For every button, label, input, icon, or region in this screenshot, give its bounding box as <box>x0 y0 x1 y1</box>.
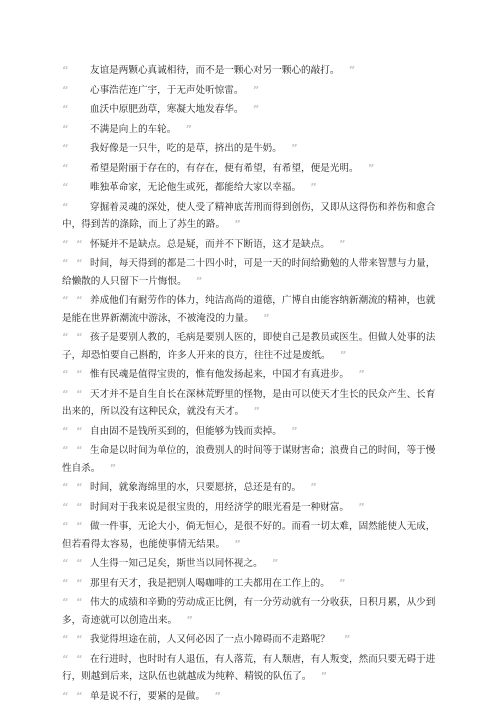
open-quote-mark: “ <box>76 258 82 269</box>
quote-text: 孩子是要别人教的，毛病是要别人医的，即使自己是教员或医生。但做人处事的法子，却恐怕要自己斟酌，许多人开来的良方，往往不过是废纸。 <box>62 332 436 361</box>
quote-text: 人生得一知己足矣，斯世当以同怀视之。 <box>90 558 258 569</box>
close-quote-mark: ” <box>358 369 364 380</box>
close-quote-mark: ” <box>367 162 374 174</box>
quote-text: 时间，就象海绵里的水，只要愿挤，总还是有的。 <box>90 482 297 493</box>
open-quote-mark: “ <box>62 162 68 174</box>
quote-text: 穿掘着灵魂的深处，使人受了精神底苦刑而得到创伤，又即从这得伤和养伤和愈合中，得到苦的涤除，而上了苏生的路。 <box>62 201 436 230</box>
quote-text: 我觉得坦途在前，人又何必因了一点小障碍而不走路呢？ <box>90 634 330 645</box>
quote-text: 单是说不行，要紧的是做。 <box>90 690 201 702</box>
close-quote-mark: ” <box>310 182 316 193</box>
quote-text: 伟大的成绩和辛勤的劳动成正比例，有一分劳动就有一分收获，日积月累，从少到多，奇迹就可以创造出来。 <box>62 597 436 626</box>
quote-text: 时间对于我来说是很宝贵的，用经济学的眼光看是一种财富。 <box>90 501 345 513</box>
open-quote-mark: “ <box>62 258 68 269</box>
open-quote-mark: “ <box>62 65 68 76</box>
open-quote-mark: “ <box>76 558 82 569</box>
quote-item <box>62 555 440 573</box>
quote-item <box>62 366 440 384</box>
close-quote-mark: ” <box>339 238 345 250</box>
quote-item <box>62 442 440 477</box>
open-quote-mark: “ <box>62 445 68 456</box>
quote-item <box>62 423 440 441</box>
quote-text: 时间，每天得到的都是二十四小时，可是一天的时间给勤勉的人带来智慧与力量，给懒散的人只留下一片悔恨。 <box>62 258 436 287</box>
open-quote-mark: “ <box>62 104 68 115</box>
quote-item <box>62 292 440 327</box>
quote-item <box>62 386 440 421</box>
open-quote-mark: “ <box>76 577 82 589</box>
quote-text: 友谊是两颗心真诚相待，而不是一颗心对另一颗心的敲打。 <box>90 65 335 76</box>
close-quote-mark: ” <box>291 143 297 154</box>
close-quote-mark: ” <box>339 349 346 361</box>
open-quote-mark: “ <box>62 84 68 96</box>
quote-text: 希望是附丽于存在的，有存在，便有希望，有希望，便是光明。 <box>90 162 354 174</box>
close-quote-mark: ” <box>234 219 240 230</box>
quote-item <box>62 121 440 139</box>
open-quote-mark: “ <box>62 577 68 589</box>
open-quote-mark: “ <box>62 425 68 437</box>
quote-text: 自由固不是钱所买到的，但能够为钱而卖掉。 <box>90 425 278 437</box>
close-quote-mark: ” <box>186 614 192 626</box>
open-quote-mark: “ <box>76 653 82 665</box>
quote-item <box>62 160 440 178</box>
open-quote-mark: “ <box>76 521 82 532</box>
open-quote-mark: “ <box>62 501 68 513</box>
quote-item <box>62 575 440 593</box>
open-quote-mark: “ <box>76 690 82 702</box>
close-quote-mark: ” <box>358 501 364 513</box>
quote-text: 天才并不是自生自长在深林荒野里的怪物，是由可以使天才生长的民众产生、长育出来的，所以没有这种民众，就没有天才。 <box>62 388 436 417</box>
open-quote-mark: “ <box>62 558 68 569</box>
quote-item <box>62 631 440 649</box>
quote-text: 心事浩茫连广宇，于无声处听惊雷。 <box>90 84 239 96</box>
open-quote-mark: “ <box>62 653 68 665</box>
close-quote-mark: ” <box>339 577 345 589</box>
close-quote-mark: ” <box>234 538 240 550</box>
open-quote-mark: “ <box>76 501 82 513</box>
close-quote-mark: ” <box>185 123 192 135</box>
quote-item <box>62 518 440 553</box>
quote-item <box>62 594 440 629</box>
open-quote-mark: “ <box>62 388 68 400</box>
quote-text: 我好像是一只牛，吃的是草，挤出的是牛奶。 <box>90 143 278 154</box>
close-quote-mark: ” <box>271 558 278 569</box>
close-quote-mark: ” <box>263 312 269 324</box>
open-quote-mark: “ <box>76 597 82 608</box>
close-quote-mark: ” <box>320 671 327 682</box>
open-quote-mark: “ <box>62 123 68 135</box>
quote-text: 唯独革命家，无论他生或死，都能给大家以幸福。 <box>90 182 297 193</box>
quote-item <box>62 199 440 234</box>
open-quote-mark: “ <box>76 332 82 343</box>
quote-item <box>62 82 440 100</box>
close-quote-mark: ” <box>109 462 116 474</box>
close-quote-mark: ” <box>252 84 259 96</box>
open-quote-mark: “ <box>62 597 68 608</box>
open-quote-mark: “ <box>62 634 68 645</box>
open-quote-mark: “ <box>62 295 68 306</box>
quote-text: 不满是向上的车轮。 <box>90 123 172 135</box>
quote-text: 做一件事，无论大小，倘无恒心，是很不好的。而看一切太难，固然能使人无成，但若看得太容易，也能使事情无结果。 <box>62 521 436 550</box>
open-quote-mark: “ <box>76 388 82 400</box>
close-quote-mark: ” <box>195 275 202 287</box>
quote-text: 在行进时，也时时有人退伍，有人落荒，有人颓唐，有人叛变，然而只要无碍于进行，则越到后来，这队伍也就越成为纯粹、精锐的队伍了。 <box>62 653 436 682</box>
quote-list <box>62 62 440 707</box>
open-quote-mark: “ <box>62 521 68 532</box>
open-quote-mark: “ <box>62 143 68 154</box>
open-quote-mark: “ <box>62 238 68 250</box>
quote-text: 养成他们有耐劳作的体力，纯洁高尚的道德，广博自由能容纳新潮流的精神，也就是能在世界新潮流中游泳，不被淹没的力量。 <box>62 295 436 324</box>
close-quote-mark: ” <box>252 104 259 115</box>
quote-item <box>62 140 440 158</box>
quote-item <box>62 179 440 197</box>
open-quote-mark: “ <box>62 690 68 702</box>
close-quote-mark: ” <box>310 482 316 493</box>
open-quote-mark: “ <box>76 425 82 437</box>
quote-item <box>62 329 440 364</box>
close-quote-mark: ” <box>253 406 260 417</box>
open-quote-mark: “ <box>76 369 82 380</box>
open-quote-mark: “ <box>76 295 82 306</box>
quote-item <box>62 255 440 290</box>
open-quote-mark: “ <box>76 482 82 493</box>
quote-text: 血沃中原肥劲草，寒凝大地发春华。 <box>90 104 239 115</box>
open-quote-mark: “ <box>62 369 68 380</box>
close-quote-mark: ” <box>214 690 220 702</box>
open-quote-mark: “ <box>76 238 82 250</box>
open-quote-mark: “ <box>76 445 82 456</box>
close-quote-mark: ” <box>343 634 350 645</box>
open-quote-mark: “ <box>76 634 82 645</box>
quote-item <box>62 236 440 254</box>
open-quote-mark: “ <box>62 332 68 343</box>
quote-item <box>62 499 440 517</box>
quote-item <box>62 688 440 706</box>
open-quote-mark: “ <box>62 201 68 213</box>
close-quote-mark: ” <box>348 65 355 76</box>
open-quote-mark: “ <box>62 182 68 193</box>
quote-item <box>62 62 440 80</box>
quote-item <box>62 651 440 686</box>
quote-text: 惟有民魂是值得宝贵的，惟有他发扬起来，中国才有真进步。 <box>90 369 345 380</box>
close-quote-mark: ” <box>291 425 297 437</box>
open-quote-mark: “ <box>62 482 68 493</box>
quote-item <box>62 101 440 119</box>
quote-item <box>62 479 440 497</box>
quote-text: 怀疑并不是缺点。总是疑，而并不下断语，这才是缺点。 <box>90 238 326 250</box>
quote-text: 生命是以时间为单位的，浪费别人的时间等于谋财害命；浪费自己的时间，等于慢性自杀。 <box>62 445 436 474</box>
quote-text: 那里有天才，我是把别人喝咖啡的工夫都用在工作上的。 <box>90 577 326 589</box>
